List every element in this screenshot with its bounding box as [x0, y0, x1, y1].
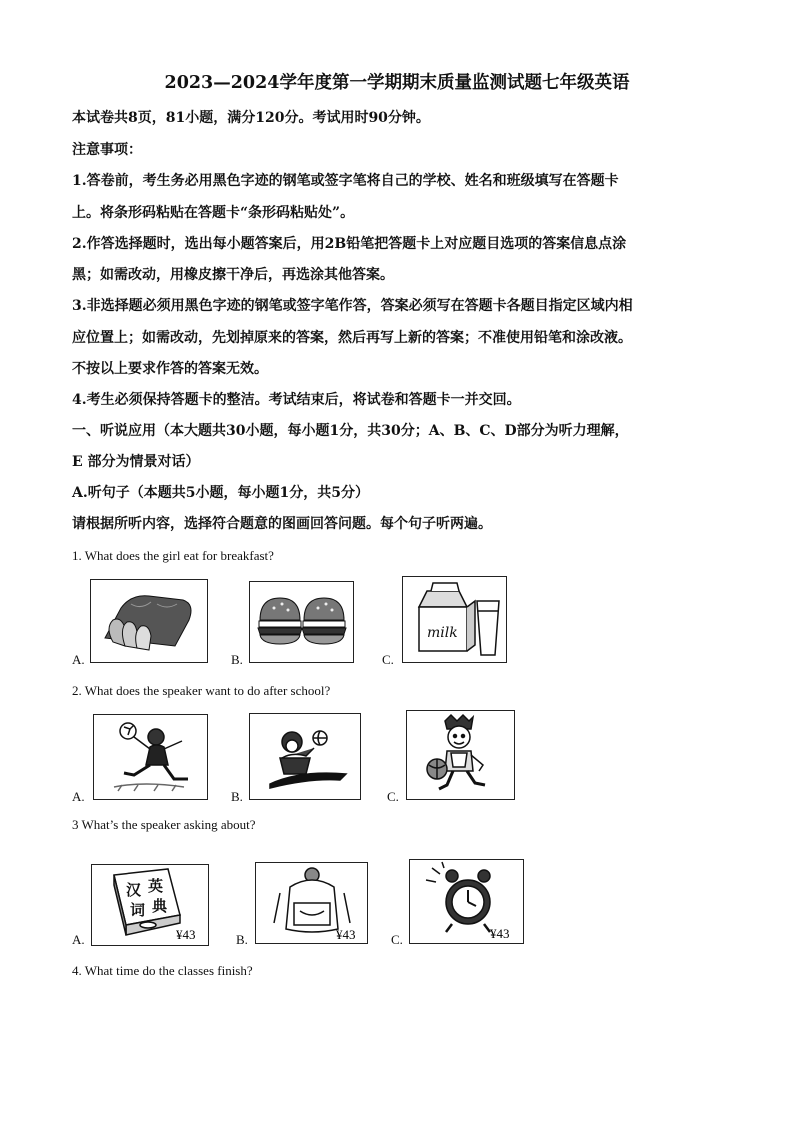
part-a-heading: A.听句子（本题共5小题，每小题1分，共5分） [72, 485, 369, 501]
notice-heading: 注意事项： [72, 142, 142, 158]
dictionary-char: 英 [148, 877, 164, 895]
hamburgers-icon [249, 581, 354, 663]
price-tag: ¥43 [176, 927, 196, 942]
milk-label: milk [427, 625, 458, 641]
question-1: 1. What does the girl eat for breakfast? [72, 548, 274, 563]
rule-line: 2.作答选择题时，选出每小题答案后，用2B铅笔把答题卡上对应题目选项的答案信息点涂 [72, 236, 627, 252]
part-a-instruction: 请根据所听内容，选择符合题意的图画回答问题。每个句子听两遍。 [72, 516, 492, 532]
option-b-label: B. [236, 932, 248, 947]
price-tag: ¥43 [336, 927, 356, 942]
soccer-icon [93, 714, 208, 800]
rule-line: 1.答卷前，考生务必用黑色字迹的钢笔或签字笔将自己的学校、姓名和班级填写在答题卡 [72, 173, 619, 189]
dictionary-icon [91, 864, 209, 946]
rule-line: 不按以上要求作答的答案无效。 [72, 361, 268, 377]
backpack-icon [255, 862, 368, 944]
option-a-label: A. [72, 789, 85, 804]
rule-line: 3.非选择题必须用黑色字迹的钢笔或签字笔作答，答案必须写在答题卡各题目指定区域内相 [72, 298, 633, 314]
question-3: 3 What’s the speaker asking about? [72, 817, 256, 832]
question-2: 2. What does the speaker want to do after school? [72, 683, 331, 698]
option-c-label: C. [382, 652, 394, 667]
dictionary-char: 典 [152, 897, 168, 915]
option-c-label: C. [387, 789, 399, 804]
dictionary-char: 汉 [126, 881, 142, 899]
rule-line: 黑；如需改动，用橡皮擦干净后，再选涂其他答案。 [72, 267, 394, 283]
option-b-label: B. [231, 789, 243, 804]
rule-line: 4.考生必须保持答题卡的整洁。考试结束后，将试卷和答题卡一并交回。 [72, 392, 521, 408]
option-c-label: C. [391, 932, 403, 947]
exam-intro: 本试卷共8页，81小题，满分120分。考试用时90分钟。 [72, 110, 430, 126]
rule-line: 上。将条形码粘贴在答题卡“条形码粘贴处”。 [72, 205, 355, 221]
option-a-label: A. [72, 652, 85, 667]
dictionary-char: 词 [130, 901, 146, 919]
question-4: 4. What time do the classes finish? [72, 963, 253, 978]
bread-icon [90, 579, 208, 663]
option-a-label: A. [72, 932, 85, 947]
basketball-icon [406, 710, 515, 800]
alarm-clock-icon [409, 859, 524, 944]
rule-line: 应位置上；如需改动，先划掉原来的答案，然后再写上新的答案；不准使用铅笔和涂改液。 [72, 330, 632, 346]
volleyball-icon [249, 713, 361, 800]
page-title: 2023—2024学年度第一学期期末质量监测试题七年级英语 [164, 73, 630, 93]
section-heading: 一、听说应用（本大题共30小题，每小题1分，共30分；A、B、C、D部分为听力理解， [72, 423, 629, 439]
price-tag: ¥43 [490, 926, 510, 941]
section-heading: E 部分为情景对话） [72, 454, 200, 470]
milk-icon [402, 576, 507, 663]
option-b-label: B. [231, 652, 243, 667]
